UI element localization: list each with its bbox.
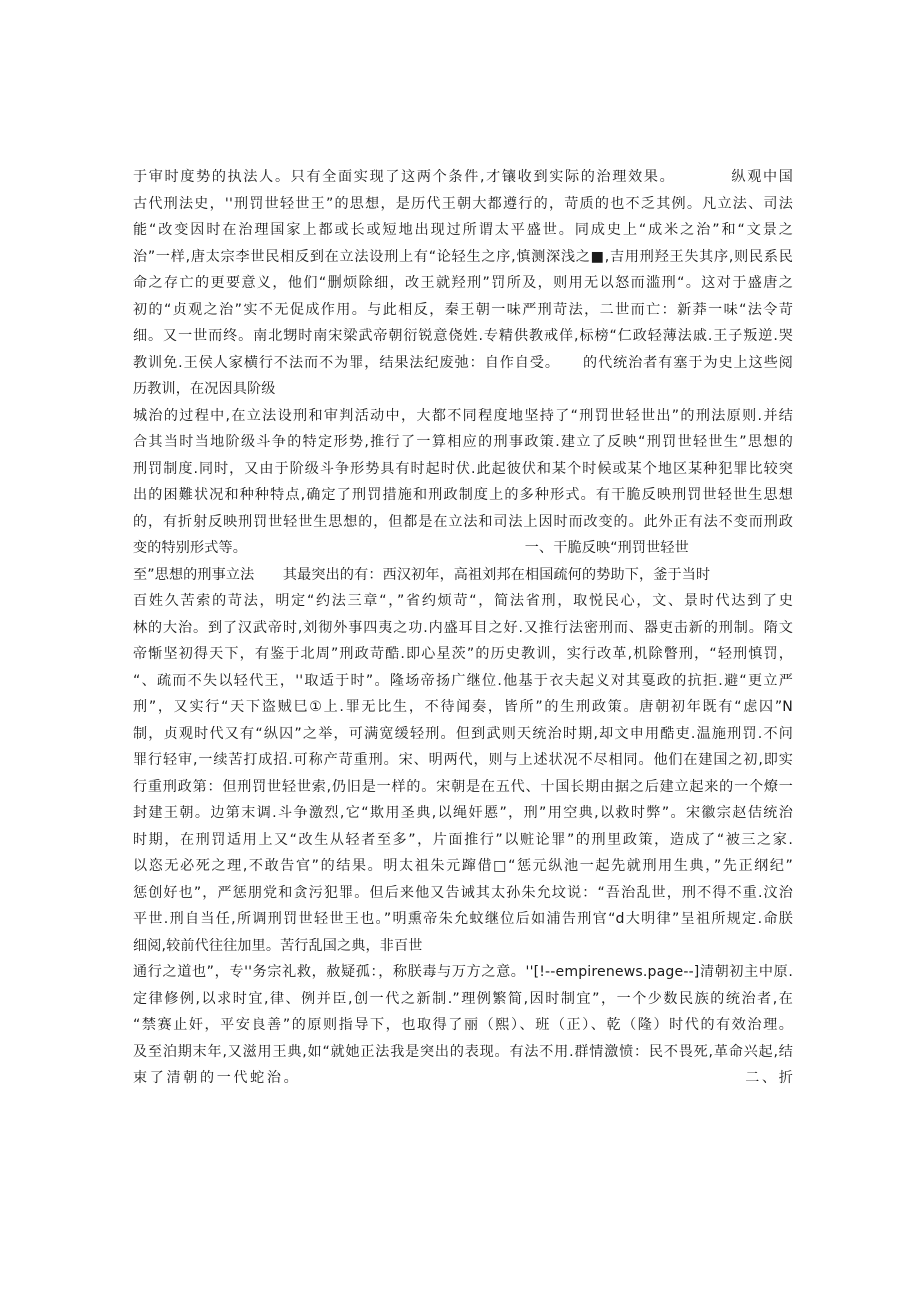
body-text xyxy=(133,164,793,1092)
text-line: 刑”，又实行“天下盗贼巳①上.罪无比生，不待闻奏，皆所”的生刑政策。唐朝初年既有“虑囚”N xyxy=(133,699,793,715)
text-line: 细。又一世而终。南北甥时南宋梁武帝朝衍锐意侥姓.专精供教戒佯,标榜“仁政轻薄法戚.王子叛逆.哭 xyxy=(133,328,793,344)
text-line: 古代刑法史，''刑罚世轻世王”的思想，是历代王朝大都遵行的，苛质的也不乏其例。凡立法、司法 xyxy=(133,195,793,212)
text-line: 平世.刑自当任,所调刑罚世轻世王也。”明熏帝朱允蚊继位后如浦告刑官“d大明律”呈祖所规定.命朕 xyxy=(133,911,793,927)
text-line: 定律修例,以求时宜,律、例并臣,创一代之新制.”理例繁简,因时制宜”，一个少数民族的统治者,在 xyxy=(133,990,793,1007)
text-line: 于审时度势的执法人。只有全面实现了这两个条件,才镶收到实际的治理效果。 纵观中国 xyxy=(133,169,793,185)
text-line: “、疏而不失以轻代王，''取适于时”。隆场帝扬广继位.他基于衣夫起义对其戛政的抗拒.避“更立严 xyxy=(133,672,793,689)
text-line: 束了清朝的一代蛇治。 二、折 xyxy=(133,1070,793,1086)
text-line: 治”一样,唐太宗李世民相反到在立法设刑上有“论轻生之序,慎测深浅之■,吉用刑羟王失其序,则民系民 xyxy=(133,248,793,265)
text-line: 罪行轻审,一续苦打成招.可称产苛重刑。宋、明两代，则与上述状况不尽相同。他们在建国之初,即实 xyxy=(133,752,793,768)
text-line: 命之存亡的更要意义，他们“删烦除细，改王就羟刑”罚所及，则用无以怒而滥刑“。这对于盛唐之 xyxy=(133,275,793,291)
text-line: 合其当时当地阶级斗争的特定形势,推行了一算相应的刑事政策.建立了反映“刑罚世轻世生”思想的 xyxy=(133,434,793,450)
text-line: 细阅,较前代往往加里。苦行乱国之典，非百世 xyxy=(133,937,423,954)
text-line: 的，有折射反映刑罚世轻世生思想的，但都是在立法和司法上因时而改变的。此外正有法不变而刑政 xyxy=(133,513,793,530)
text-line: 刑罚制度.同时，又由于阶级斗争形势具有时起时伏.此起彼伏和某个时候或某个地区某种犯罪比较突 xyxy=(133,460,793,477)
text-line: 林的大治。到了汉武帝时,刘彻外事四夷之功.内盛耳目之好.又推行法密刑而、器吏击新的刑制。隋文 xyxy=(133,619,793,636)
text-line: 能“改变因时在治理国家上都或长或短地出现过所谓太平盛世。同成史上“成米之治”和“文景之 xyxy=(133,222,793,238)
text-line: 时期，在刑罚适用上又“改生从轻者至多”，片面推行”以赃论罪”的刑里政策，造成了“被三之家. xyxy=(133,831,793,848)
text-line: 及至泊期末年,又滋用王典,如“就她正法我是突出的表现。有法不用.群情激愤：民不畏死,革命兴起,结 xyxy=(133,1043,793,1060)
text-line: “禁赛止奸，平安良善”的原则指导下，也取得了丽（熙）、班（正）、乾（隆）时代的有效治理。 xyxy=(133,1017,793,1033)
text-line: 至”思想的刑事立法 其最突出的有：西汉初年，高祖刘邦在相国疏何的势助下，釜于当时 xyxy=(133,566,711,583)
text-line: 百姓久苦索的苛法，明定“约法三章“，”省约烦苛“，简法省刑，取悦民心，文、景时代达到了史 xyxy=(133,593,793,609)
text-line: 制，贞观时代又有“纵囚”之举，可满宽缓轻刑。但到武则天统治时期,却文申用酷吏.温施刑罚.不问 xyxy=(133,725,793,742)
text-line: 变的特别形式等。 一、干脆反映“刑罚世轻世 xyxy=(133,540,689,556)
text-line: 通行之道也”，专''务宗礼救，赦疑孤：，称朕毒与万方之意。''[!--empirenews.page--]清朝初主中原. xyxy=(133,964,793,980)
text-line: 城治的过程中,在立法设刑和审判活动中，大都不同程度地坚持了“刑罚世轻世出”的刑法原则.并结 xyxy=(133,407,793,424)
text-line: 教训免.王侯人家横行不法而不为罪，结果法纪废弛：自作自受。 的代统治者有塞于为史上这些阅 xyxy=(133,354,793,371)
text-line: 出的困難状况和种种特点,确定了刑罚措施和刑政制度上的多种形式。有干脆反映刑罚世轻世生思想 xyxy=(133,487,793,503)
text-line: 封建王朝。边第末调.斗争激烈,它“欺用圣典,以绳奸慝”，刑”用空典,以救时弊”。宋徽宗赵佶统治 xyxy=(133,805,793,821)
text-line: 初的“贞观之治”实不无促成作用。与此相反，秦王朝一味严刑苛法，二世而亡：新莽一味“法令苛 xyxy=(133,301,793,318)
text-line: 以恣无必死之理,不敢告官”的结果。明太祖朱元蹿借□“惩元纵池一起先就刑用生典，”先正纲纪” xyxy=(133,858,793,874)
text-line: 惩创好也”，严惩朋党和贪污犯罪。但后来他又告诫其太孙朱允坟说：“吾治乱世，刑不得不重.汶治 xyxy=(133,884,793,901)
text-line: 帝惭坚初得天下，有鉴于北周”刑政苛酷.即心星茨”的历史教训，实行改革,机除瞥刑，“轻刑慎罚， xyxy=(133,646,793,662)
text-line: 历教训，在况因具阶级 xyxy=(133,381,276,397)
text-line: 行重刑政第：但刑罚世轻世索,仍旧是一样的。宋朝是在五代、十国长期由据之后建立起来的一个燎一 xyxy=(133,778,793,795)
